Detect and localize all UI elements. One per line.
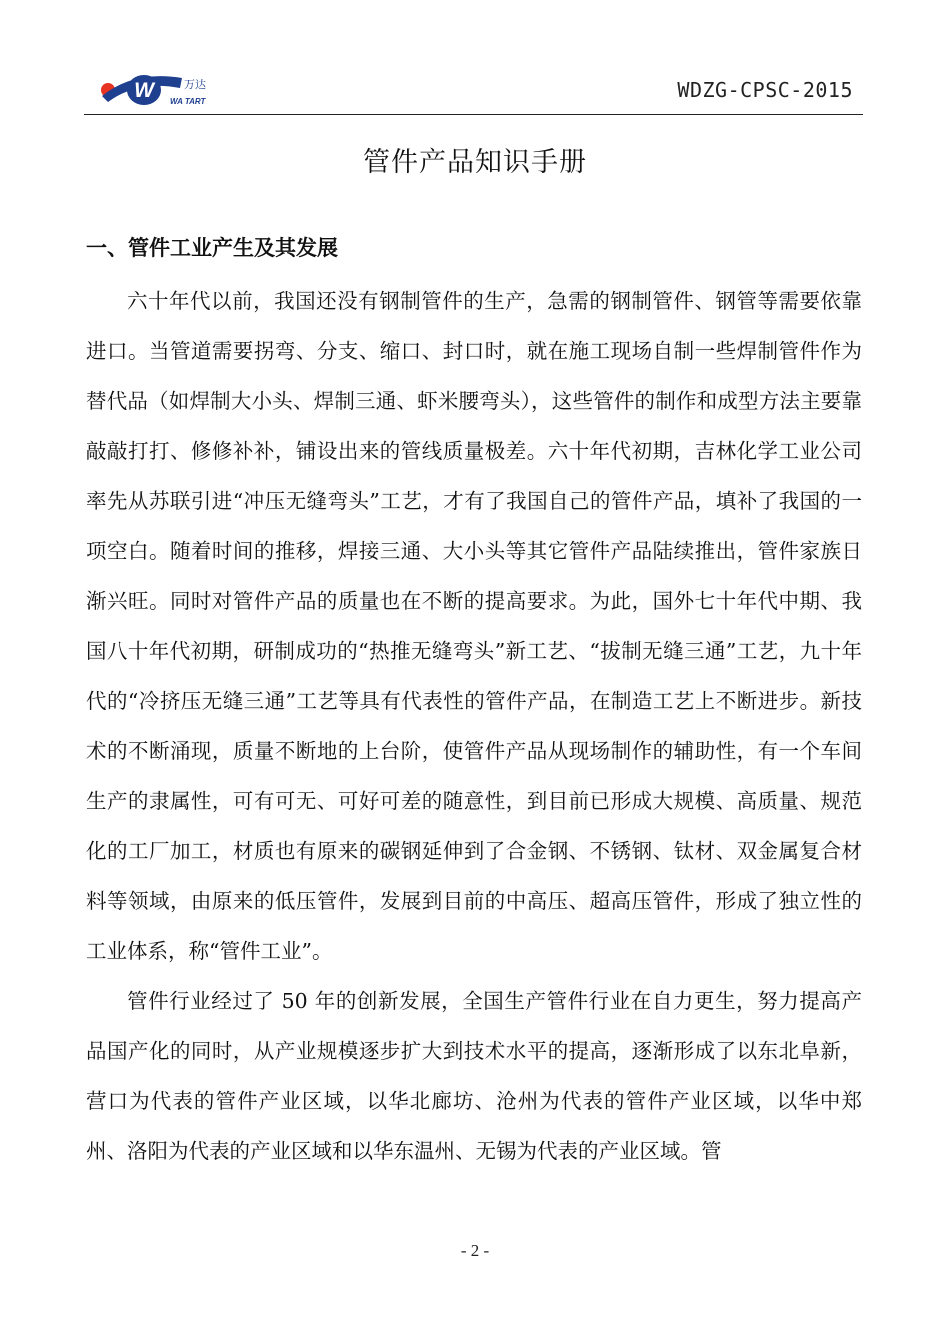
page-title: 管件产品知识手册 — [363, 147, 587, 178]
paragraph-2: 管件行业经过了 50 年的创新发展，全国生产管件行业在自力更生，努力提高产品国产化的同时，从产业规模逐步扩大到技术水平的提高，逐渐形成了以东北阜新，营口为代表的管件产业区域，以华北廊坊、沧州为代表的管件产业区域，以华中郑州、洛阳为代表的产业区域和以华东温州、无锡为代表的产业区域。管 — [86, 989, 862, 1163]
body-text — [86, 276, 862, 1176]
page-number: - 2 - — [460, 1241, 490, 1260]
page-header — [84, 62, 863, 115]
logo-en-text: WA TART — [170, 97, 206, 106]
logo-cn-text: 万达 — [184, 78, 206, 91]
logo-graphic — [94, 66, 224, 110]
company-logo — [94, 66, 224, 110]
logo-letter: W — [134, 79, 154, 102]
document-code: WDZG-CPSC-2015 — [677, 78, 853, 102]
paragraph-1: 六十年代以前，我国还没有钢制管件的生产，急需的钢制管件、钢管等需要依靠进口。当管道需要拐弯、分支、缩口、封口时，就在施工现场自制一些焊制管件作为替代品（如焊制大小头、焊制三通、虾米腰弯头），这些管件的制作和成型方法主要靠敲敲打打、修修补补，铺设出来的管线质量极差。六十年代初期，吉林化学工业公司率先从苏联引进“冲压无缝弯头”工艺，才有了我国自己的管件产品，填补了我国的一项空白。随着时间的推移，焊接三通、大小头等其它管件产品陆续推出，管件家族日渐兴旺。同时对管件产品的质量也在不断的提高要求。为此，国外七十年代中期、我国八十年代初期，研制成功的“热推无缝弯头”新工艺、“拔制无缝三通”工艺，九十年代的“冷挤压无缝三通”工艺等具有代表性的管件产品，在制造工艺上不断进步。新技术的不断涌现，质量不断地的上台阶，使管件产品从现场制作的辅助性，有一个车间生产的隶属性，可有可无、可好可差的随意性，到目前已形成大规模、高质量、规范化的工厂加工，材质也有原来的碳钢延伸到了合金钢、不锈钢、钛材、双金属复合材料等领域，由原来的低压管件，发展到目前的中高压、超高压管件，形成了独立性的工业体系，称“管件工业”。 — [86, 289, 862, 963]
section-heading: 一、管件工业产生及其发展 — [86, 236, 338, 260]
